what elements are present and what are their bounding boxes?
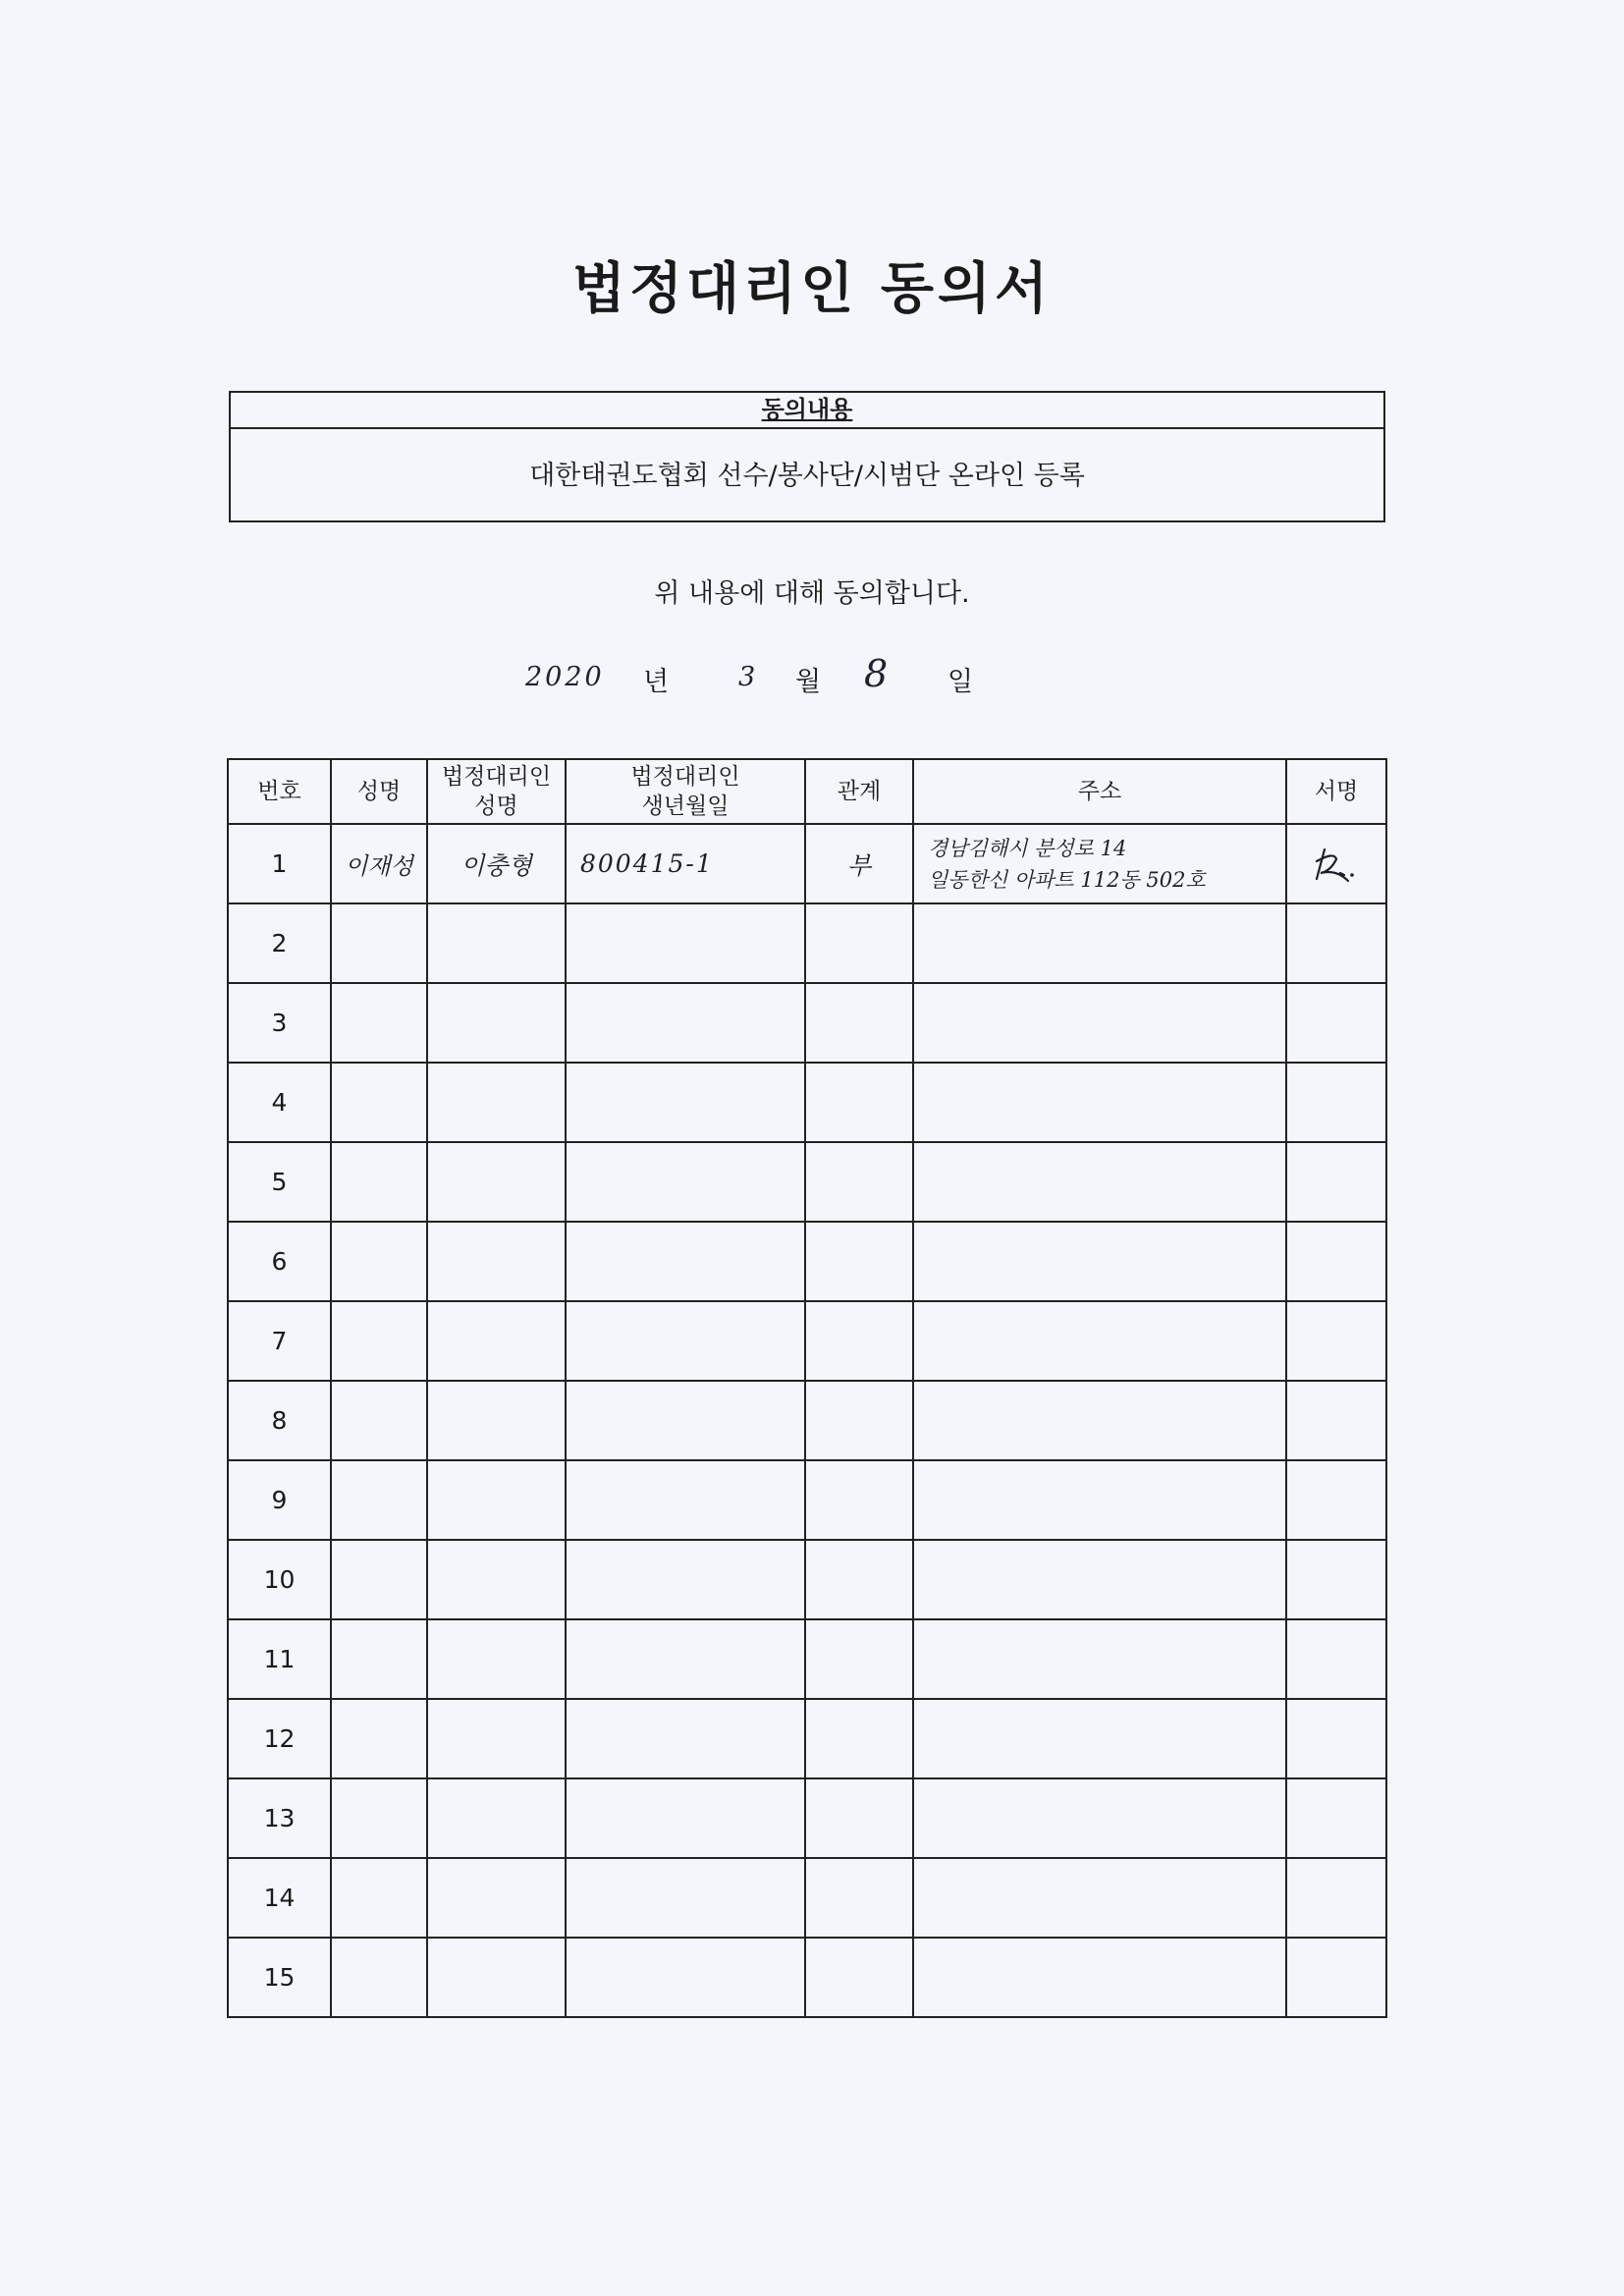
row-guardian-name	[427, 1858, 566, 1938]
row-signature	[1286, 1619, 1386, 1699]
row-guardian-birth	[566, 903, 805, 983]
row-number: 6	[228, 1222, 331, 1301]
header-guardian-name-line1: 법정대리인	[441, 764, 552, 790]
row-address	[913, 1938, 1286, 2017]
table-row	[228, 1301, 1386, 1381]
row-address	[913, 824, 1286, 903]
row-signature	[1286, 1938, 1386, 2017]
row-guardian-birth	[566, 983, 805, 1063]
row-number: 5	[228, 1142, 331, 1222]
header-guardian-name-line2: 성명	[474, 793, 518, 819]
table-row	[228, 1699, 1386, 1778]
row-number: 4	[228, 1063, 331, 1142]
row-name	[331, 1460, 427, 1540]
row-signature	[1286, 1381, 1386, 1460]
row-address	[913, 1460, 1286, 1540]
row-guardian-birth	[566, 1222, 805, 1301]
row-name	[331, 1222, 427, 1301]
row-guardian-name	[427, 1063, 566, 1142]
header-relation: 관계	[805, 759, 913, 824]
row-name	[331, 1778, 427, 1858]
row-guardian-birth	[566, 1460, 805, 1540]
row-relation	[805, 1540, 913, 1619]
date-line	[0, 654, 1624, 703]
row-guardian-birth	[566, 1778, 805, 1858]
row-name	[331, 1381, 427, 1460]
row-guardian-name: 이충형	[427, 824, 566, 903]
agreement-statement: 위 내용에 대해 동의합니다.	[654, 578, 970, 609]
row-relation: 부	[805, 824, 913, 903]
row-signature	[1286, 1301, 1386, 1381]
row-address	[913, 1142, 1286, 1222]
table-header-row	[228, 759, 1386, 824]
consent-header	[231, 393, 1383, 429]
row-signature	[1286, 1540, 1386, 1619]
row-signature	[1286, 1460, 1386, 1540]
row-signature	[1286, 1063, 1386, 1142]
row-relation	[805, 903, 913, 983]
row-address	[913, 1301, 1286, 1381]
table-row	[228, 824, 1386, 903]
table-row	[228, 1460, 1386, 1540]
row-number: 13	[228, 1778, 331, 1858]
row-signature	[1286, 903, 1386, 983]
table-row	[228, 1063, 1386, 1142]
consent-content-box	[229, 391, 1385, 522]
date-day: 8	[864, 652, 892, 695]
row-address	[913, 1063, 1286, 1142]
row-guardian-birth	[566, 1142, 805, 1222]
row-name	[331, 1142, 427, 1222]
row-address-line1: 경남김해시 분성로 14	[928, 836, 1127, 860]
row-guardian-name	[427, 983, 566, 1063]
row-number: 8	[228, 1381, 331, 1460]
document-title: 법정대리인 동의서	[571, 256, 1053, 321]
row-relation	[805, 1858, 913, 1938]
header-guardian-birth-line1: 법정대리인	[630, 764, 740, 790]
row-guardian-birth	[566, 1540, 805, 1619]
row-guardian-birth: 800415-1	[566, 824, 805, 903]
row-relation	[805, 983, 913, 1063]
row-guardian-birth	[566, 1381, 805, 1460]
header-guardian-birth	[566, 759, 805, 824]
date-year: 2020	[525, 662, 605, 692]
table-row	[228, 1778, 1386, 1858]
row-relation	[805, 1460, 913, 1540]
row-guardian-name	[427, 1619, 566, 1699]
row-guardian-birth	[566, 1301, 805, 1381]
date-month-unit: 월	[795, 667, 822, 697]
row-name	[331, 1301, 427, 1381]
table-row	[228, 1222, 1386, 1301]
row-relation	[805, 1381, 913, 1460]
row-relation	[805, 1619, 913, 1699]
row-guardian-name	[427, 1142, 566, 1222]
row-address-line2: 일동한신 아파트 112동 502호	[928, 867, 1206, 892]
row-number: 9	[228, 1460, 331, 1540]
header-name: 성명	[331, 759, 427, 824]
row-name	[331, 1938, 427, 2017]
table-row	[228, 1142, 1386, 1222]
row-address	[913, 1381, 1286, 1460]
row-address	[913, 983, 1286, 1063]
row-relation	[805, 1063, 913, 1142]
consent-header-label: 동의내용	[761, 396, 853, 423]
row-name	[331, 983, 427, 1063]
row-number: 2	[228, 903, 331, 983]
row-guardian-name	[427, 1699, 566, 1778]
handwritten-signature	[1307, 840, 1366, 889]
row-guardian-name	[427, 1778, 566, 1858]
row-relation	[805, 1699, 913, 1778]
row-address	[913, 1778, 1286, 1858]
header-signature: 서명	[1286, 759, 1386, 824]
row-signature	[1286, 1699, 1386, 1778]
row-signature	[1286, 1778, 1386, 1858]
row-address	[913, 1858, 1286, 1938]
guardian-consent-table	[227, 758, 1387, 2018]
row-address	[913, 1540, 1286, 1619]
table-row	[228, 903, 1386, 983]
date-year-unit: 년	[643, 667, 670, 697]
table-row	[228, 1540, 1386, 1619]
row-number: 1	[228, 824, 331, 903]
table-row	[228, 1858, 1386, 1938]
table-row	[228, 983, 1386, 1063]
row-name: 이재성	[331, 824, 427, 903]
date-month: 3	[738, 662, 759, 692]
row-name	[331, 1619, 427, 1699]
header-number: 번호	[228, 759, 331, 824]
row-guardian-name	[427, 903, 566, 983]
row-address	[913, 903, 1286, 983]
row-guardian-birth	[566, 1063, 805, 1142]
row-guardian-birth	[566, 1619, 805, 1699]
header-guardian-name	[427, 759, 566, 824]
header-guardian-birth-line2: 생년월일	[641, 793, 730, 819]
row-number: 10	[228, 1540, 331, 1619]
row-signature	[1286, 1142, 1386, 1222]
row-relation	[805, 1142, 913, 1222]
row-guardian-name	[427, 1381, 566, 1460]
row-signature	[1286, 1222, 1386, 1301]
row-guardian-birth	[566, 1858, 805, 1938]
row-guardian-name	[427, 1460, 566, 1540]
row-guardian-name	[427, 1938, 566, 2017]
row-name	[331, 1063, 427, 1142]
row-address	[913, 1699, 1286, 1778]
row-number: 7	[228, 1301, 331, 1381]
row-number: 11	[228, 1619, 331, 1699]
row-relation	[805, 1938, 913, 2017]
consent-content-text: 대한태권도협회 선수/봉사단/시범단 온라인 등록	[529, 461, 1085, 491]
row-address	[913, 1222, 1286, 1301]
row-number: 12	[228, 1699, 331, 1778]
row-guardian-birth	[566, 1699, 805, 1778]
row-guardian-name	[427, 1222, 566, 1301]
row-guardian-name	[427, 1301, 566, 1381]
table-row	[228, 1619, 1386, 1699]
row-signature	[1286, 824, 1386, 903]
row-number: 3	[228, 983, 331, 1063]
row-relation	[805, 1301, 913, 1381]
row-relation	[805, 1778, 913, 1858]
row-name	[331, 1540, 427, 1619]
row-name	[331, 903, 427, 983]
header-address: 주소	[913, 759, 1286, 824]
row-name	[331, 1858, 427, 1938]
row-name	[331, 1699, 427, 1778]
table-row	[228, 1381, 1386, 1460]
date-day-unit: 일	[947, 667, 974, 697]
row-number: 15	[228, 1938, 331, 2017]
row-guardian-name	[427, 1540, 566, 1619]
row-guardian-birth	[566, 1938, 805, 2017]
table-row	[228, 1938, 1386, 2017]
row-relation	[805, 1222, 913, 1301]
row-signature	[1286, 1858, 1386, 1938]
row-number: 14	[228, 1858, 331, 1938]
row-signature	[1286, 983, 1386, 1063]
row-address	[913, 1619, 1286, 1699]
